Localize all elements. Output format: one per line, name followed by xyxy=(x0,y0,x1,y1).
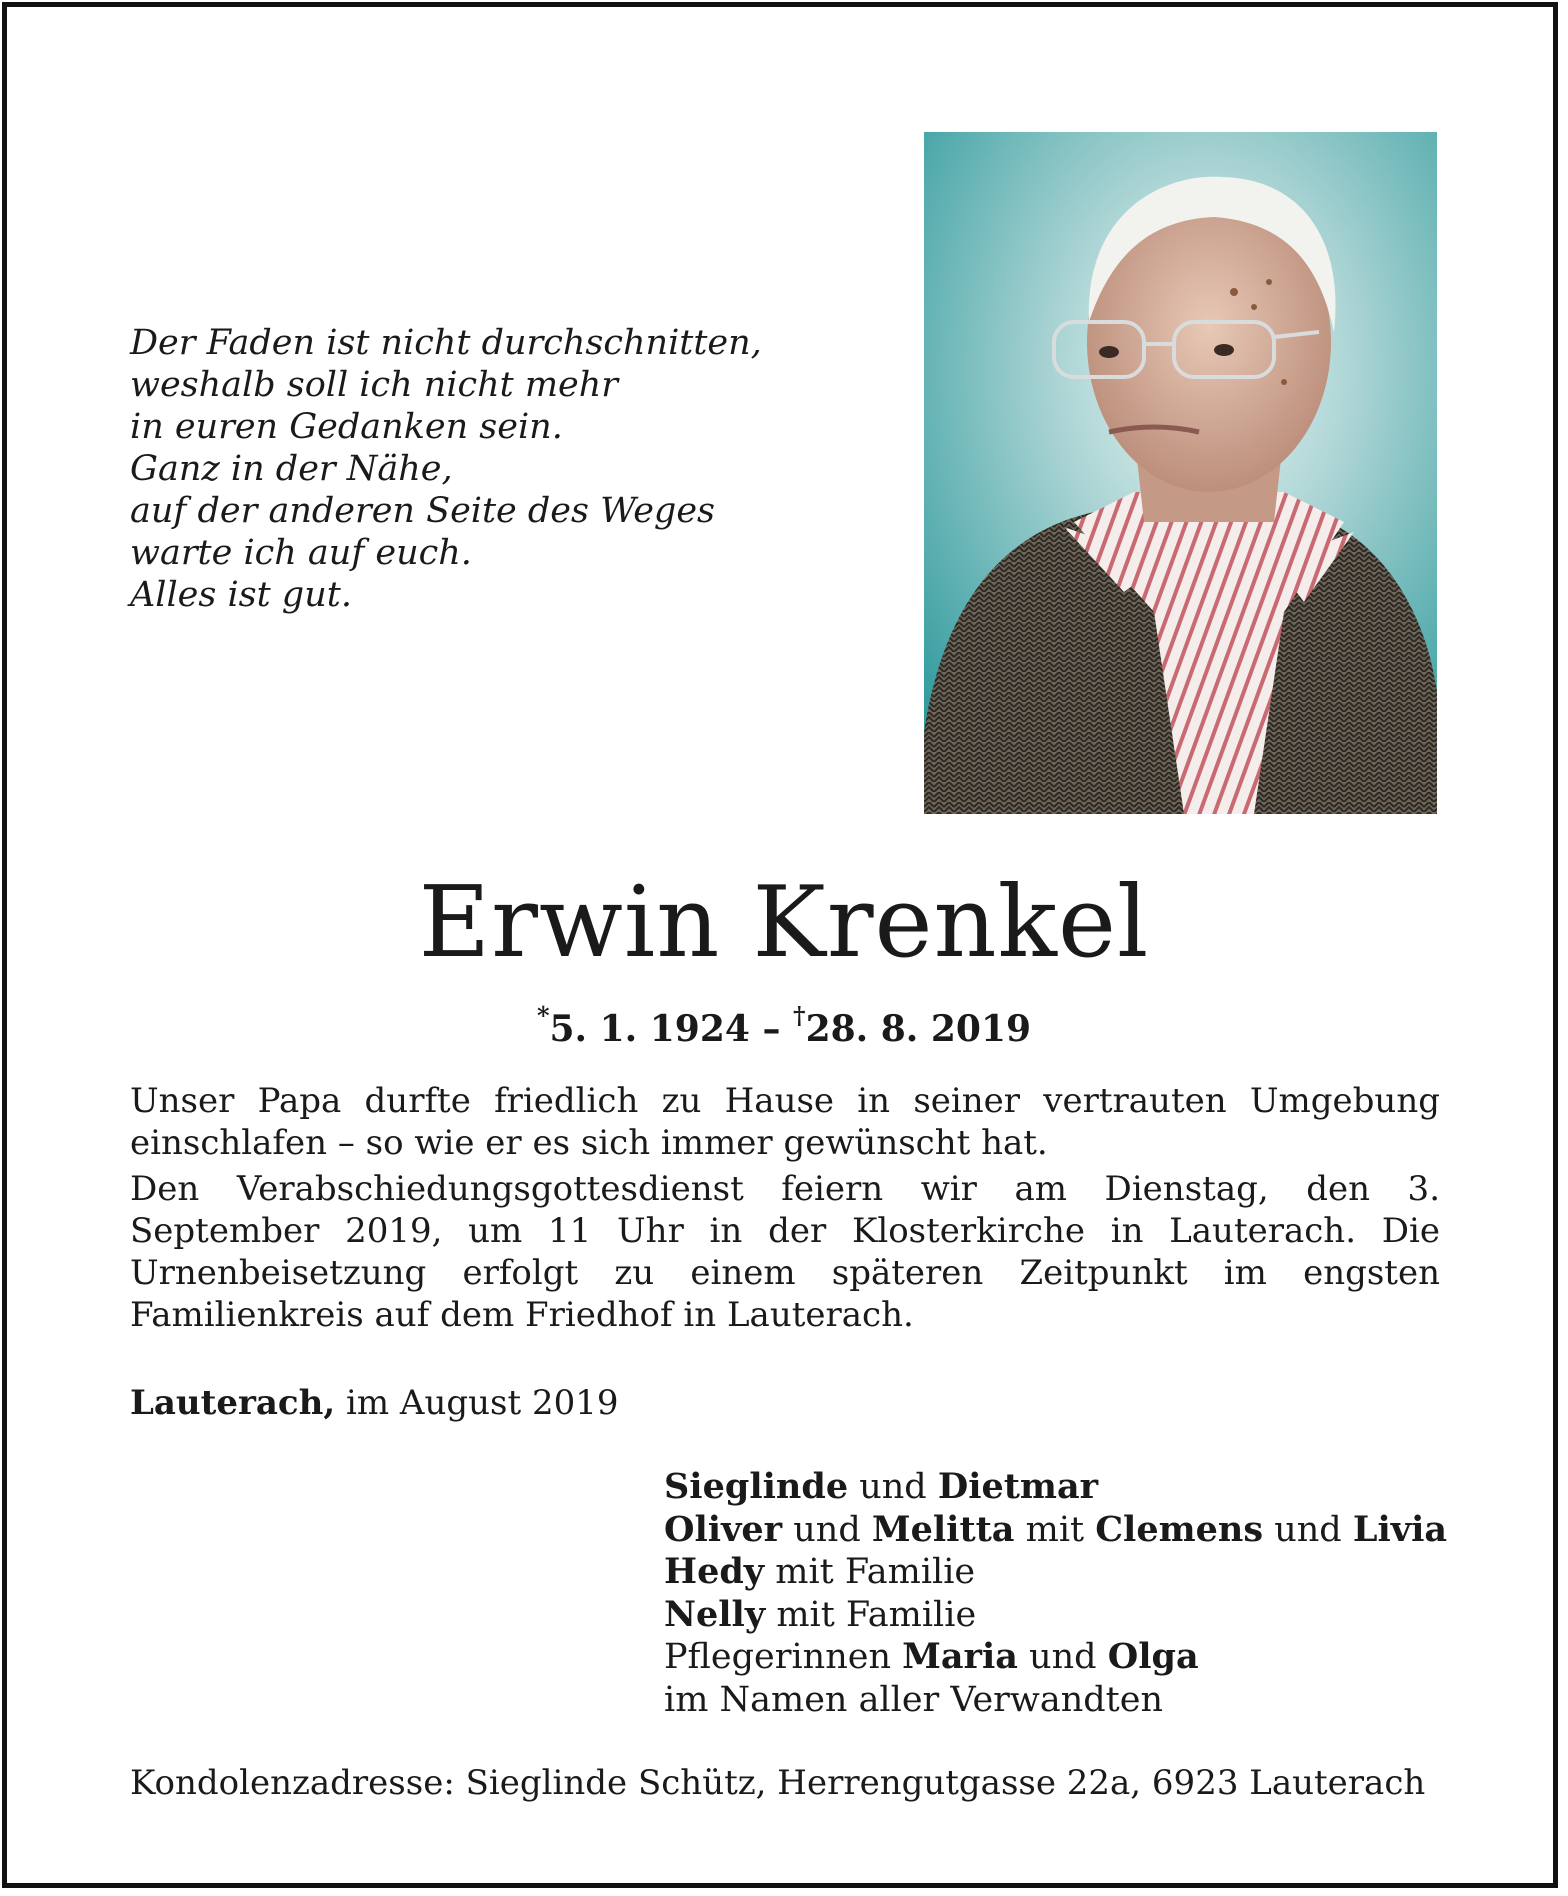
place-date xyxy=(130,1382,619,1424)
poem-line: weshalb soll ich nicht mehr xyxy=(130,365,619,405)
poem-line: in euren Gedanken sein. xyxy=(130,407,563,447)
signer-line xyxy=(664,1551,1447,1594)
announcement-paragraph: Unser Papa durfte friedlich zu Hause in seiner vertrauten Umgebung einschlafen – so wie er es sich immer gewünscht hat. xyxy=(130,1081,1440,1163)
birth-date: 5. 1. 1924 xyxy=(549,1008,750,1050)
portrait-photo xyxy=(924,132,1437,814)
signer-line xyxy=(664,1636,1447,1679)
signer-name: Maria xyxy=(902,1636,1018,1677)
poem-line: Ganz in der Nähe, xyxy=(130,449,453,489)
connector: mit Familie xyxy=(764,1552,976,1592)
signer-name: Dietmar xyxy=(937,1466,1099,1507)
life-dates xyxy=(0,998,1568,1051)
signer-name: Nelly xyxy=(664,1593,766,1635)
signer-name: Oliver xyxy=(664,1508,783,1550)
place-town: Lauterach, xyxy=(130,1383,336,1423)
signer-line xyxy=(664,1594,1447,1637)
connector: und xyxy=(782,1509,872,1550)
connector: und xyxy=(1017,1637,1108,1677)
service-paragraph: Den Verabschiedungsgottesdienst feiern wir am Dienstag, den 3. September 2019, um 11 Uhr in der Klosterkirche in Lauterach. Die Urnenbeisetzung erfolgt zu einem späteren Zeitpunkt im engsten Familienkreis auf dem Friedhof in Lauterach. xyxy=(130,1169,1440,1335)
poem-line: Alles ist gut. xyxy=(130,575,352,615)
death-symbol: † xyxy=(793,1001,806,1030)
signer-line: im Namen aller Verwandten xyxy=(664,1679,1163,1720)
connector: Pflegerinnen xyxy=(664,1637,903,1677)
signer-line xyxy=(664,1466,1447,1509)
place-month: im August 2019 xyxy=(335,1383,619,1423)
signer-name: Livia xyxy=(1352,1508,1448,1550)
connector: mit xyxy=(1014,1509,1096,1550)
signer-name: Melitta xyxy=(871,1508,1015,1550)
connector: mit Familie xyxy=(765,1594,977,1635)
poem-line: Der Faden ist nicht durchschnitten, xyxy=(130,323,762,363)
connector: und xyxy=(848,1467,938,1507)
signer-name: Olga xyxy=(1107,1636,1199,1677)
signer-name: Sieglinde xyxy=(664,1466,849,1507)
announcement-text xyxy=(130,1080,1440,1336)
birth-symbol: * xyxy=(536,1001,550,1030)
condolence-address: Kondolenzadresse: Sieglinde Schütz, Herrengutgasse 22a, 6923 Lauterach xyxy=(130,1763,1426,1803)
signer-name: Clemens xyxy=(1095,1508,1264,1550)
signers-list xyxy=(664,1466,1447,1721)
death-date: 28. 8. 2019 xyxy=(805,1008,1032,1050)
signer-line xyxy=(664,1509,1447,1552)
connector: und xyxy=(1263,1509,1353,1550)
poem-line: warte ich auf euch. xyxy=(130,533,472,573)
date-separator: – xyxy=(749,1008,794,1050)
signer-name: Hedy xyxy=(664,1551,765,1592)
deceased-name: Erwin Krenkel xyxy=(418,866,1150,980)
poem xyxy=(130,322,762,616)
poem-line: auf der anderen Seite des Weges xyxy=(130,491,716,531)
